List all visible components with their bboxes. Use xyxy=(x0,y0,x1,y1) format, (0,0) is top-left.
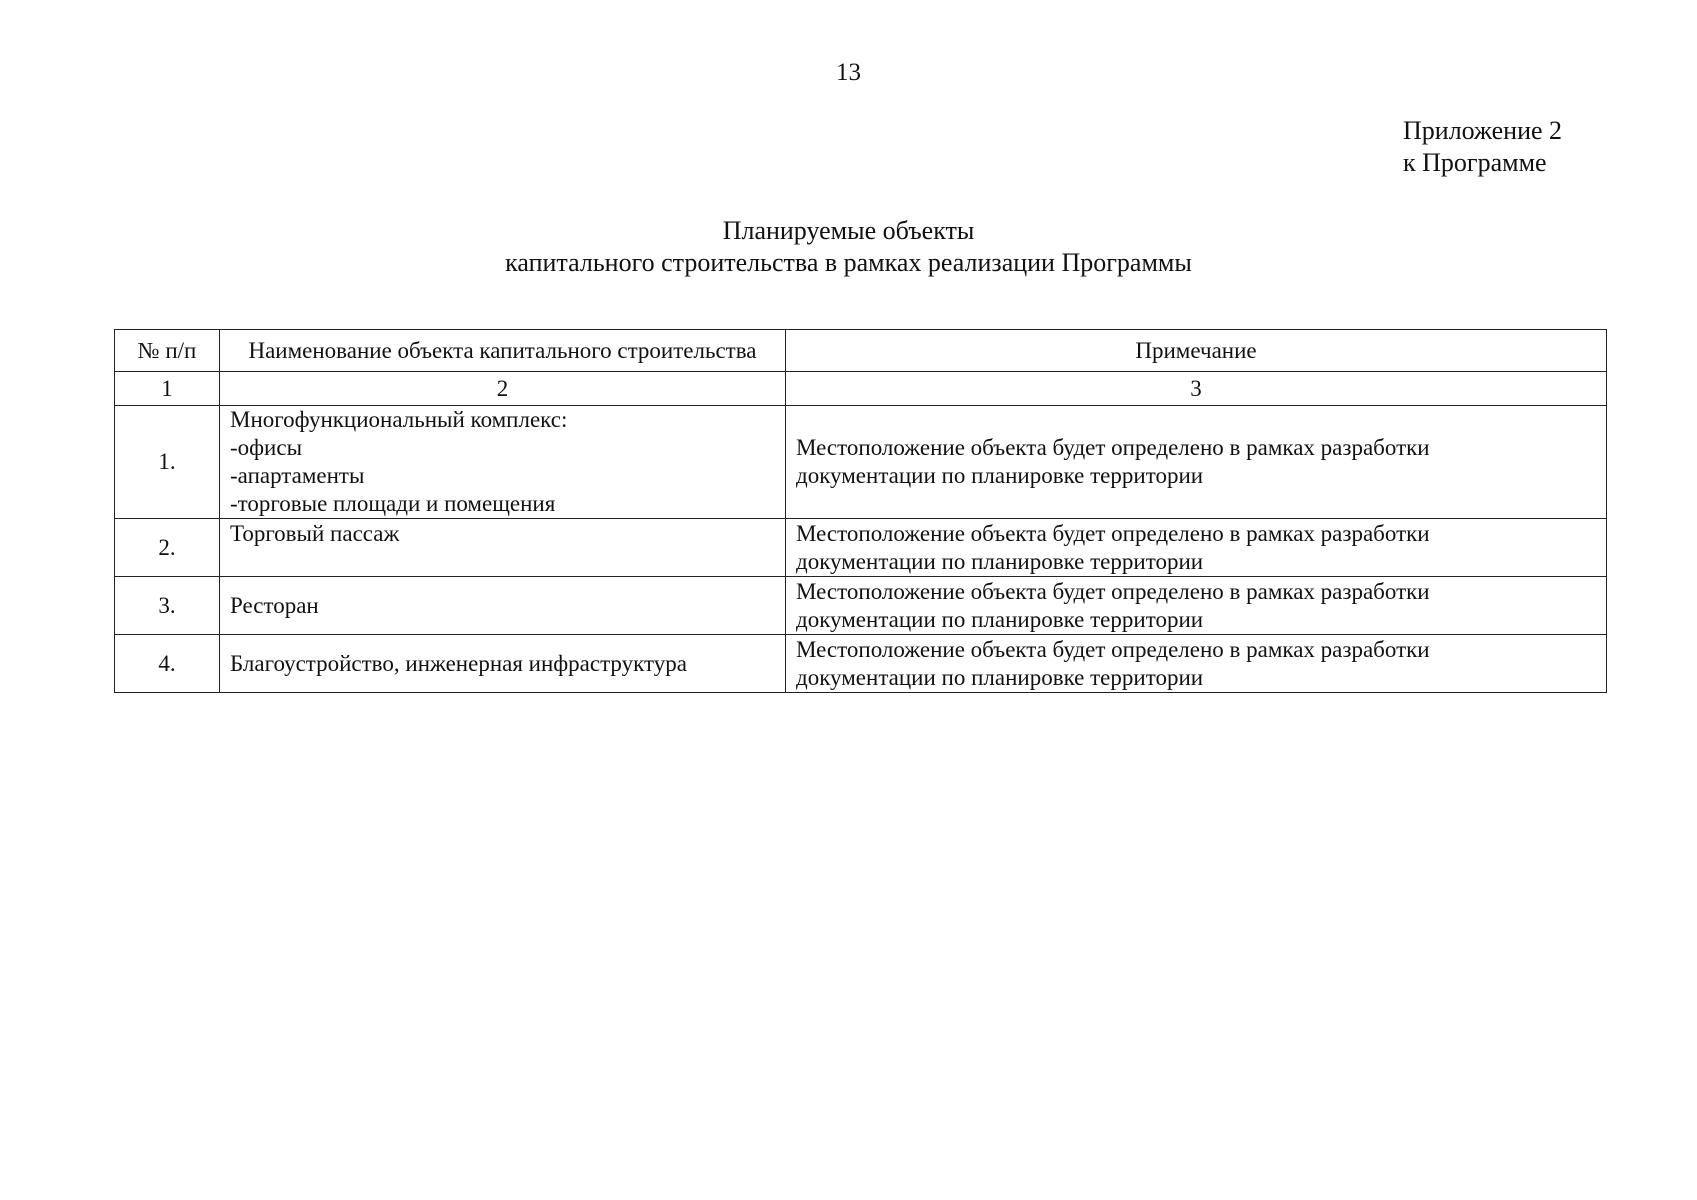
title-line-1: Планируемые объекты xyxy=(722,216,975,245)
column-index-row xyxy=(115,372,1607,406)
note-line: Местоположение объекта будет определено в рамках разработки xyxy=(796,637,1430,662)
note-line: Местоположение объекта будет определено в рамках разработки xyxy=(796,521,1430,546)
note-cell xyxy=(786,406,1607,519)
row-number: 4. xyxy=(115,635,220,693)
note-line: Местоположение объекта будет определено в рамках разработки xyxy=(796,579,1430,604)
row-number: 3. xyxy=(115,577,220,635)
table-row xyxy=(115,406,1607,519)
table-header-row xyxy=(115,330,1607,372)
object-name-line: Торговый пассаж xyxy=(230,521,400,546)
table-row xyxy=(115,635,1607,693)
page-number: 13 xyxy=(836,59,861,86)
note-line: документации по планировке территории xyxy=(796,549,1204,574)
note-cell xyxy=(786,635,1607,693)
note-line: Местоположение объекта будет определено в рамках разработки xyxy=(796,435,1430,460)
object-name-line: Ресторан xyxy=(230,592,319,618)
object-name-line: -торговые площади и помещения xyxy=(230,491,556,516)
table-row xyxy=(115,519,1607,577)
row-number: 2. xyxy=(115,519,220,577)
note-cell xyxy=(786,577,1607,635)
table-row xyxy=(115,577,1607,635)
note-line: документации по планировке территории xyxy=(796,607,1204,632)
header-number: № п/п xyxy=(115,330,220,372)
object-name-line: -офисы xyxy=(230,435,303,460)
appendix-reference xyxy=(1403,115,1562,179)
object-name-line: Многофункциональный комплекс: xyxy=(230,407,568,432)
appendix-line-2: к Программе xyxy=(1403,148,1547,177)
note-cell xyxy=(786,519,1607,577)
object-name-cell xyxy=(220,406,786,519)
column-index-cell: 3 xyxy=(786,372,1607,406)
title-line-2: капитального строительства в рамках реализации Программы xyxy=(505,248,1192,277)
note-line: документации по планировке территории xyxy=(796,463,1204,488)
object-name-line: Благоустройство, инженерная инфраструктура xyxy=(230,650,687,676)
column-index-cell: 2 xyxy=(220,372,786,406)
objects-table xyxy=(114,329,1607,693)
object-name-cell xyxy=(220,519,786,577)
object-name-cell xyxy=(220,635,786,693)
header-note: Примечание xyxy=(786,330,1607,372)
note-line: документации по планировке территории xyxy=(796,665,1204,690)
row-number: 1. xyxy=(115,406,220,519)
appendix-line-1: Приложение 2 xyxy=(1403,116,1563,145)
object-name-cell xyxy=(220,577,786,635)
object-name-line: -апартаменты xyxy=(230,463,365,488)
column-index-cell: 1 xyxy=(115,372,220,406)
header-object-name: Наименование объекта капитального строительства xyxy=(220,330,786,372)
document-title xyxy=(0,215,1697,279)
